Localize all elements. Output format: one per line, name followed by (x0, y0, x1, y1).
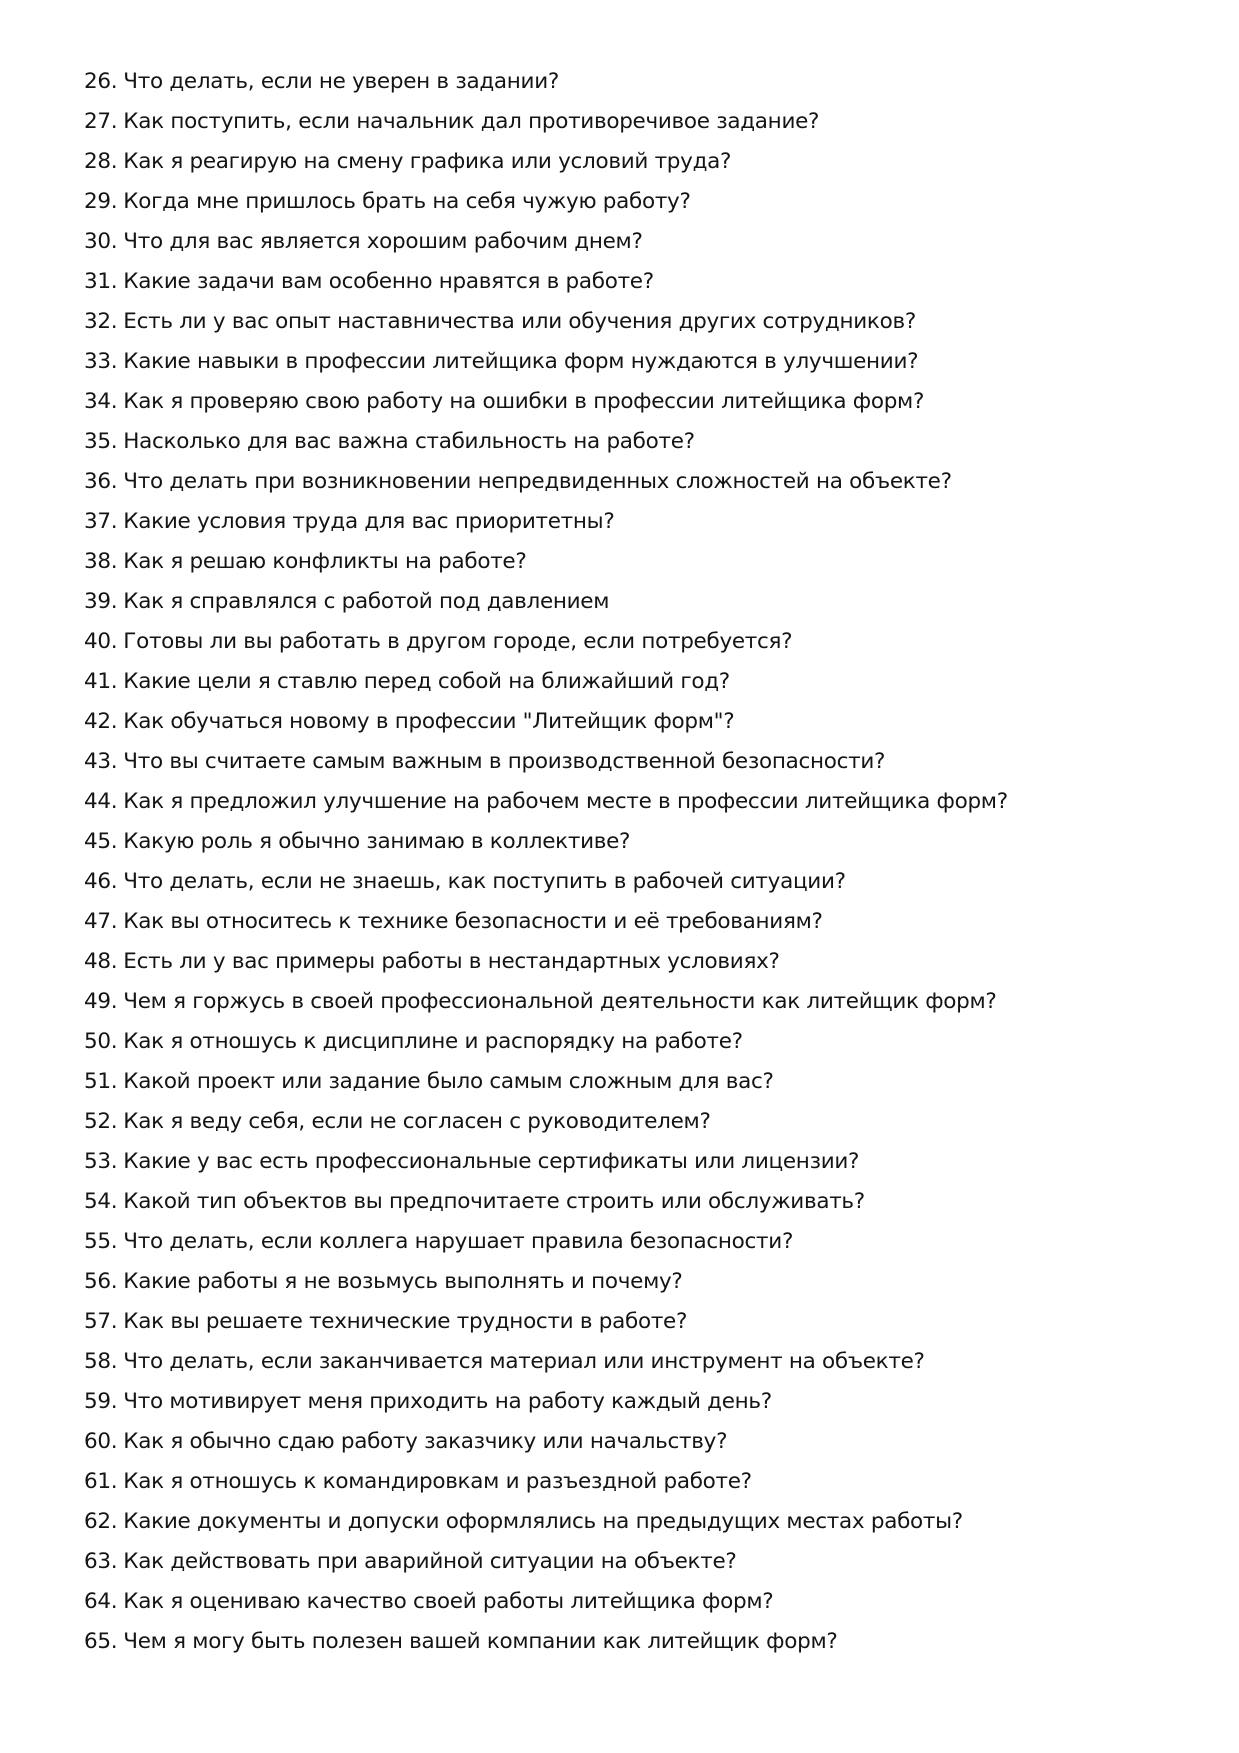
question-text: Как я веду себя, если не согласен с руководителем? (123, 1109, 711, 1134)
question-list (84, 62, 1184, 1662)
question-number: 62. (84, 1509, 118, 1534)
list-item (84, 942, 1184, 982)
question-text: Как я обычно сдаю работу заказчику или начальству? (123, 1429, 728, 1454)
list-item (84, 1382, 1184, 1422)
question-text: Что делать при возникновении непредвиденных сложностей на объекте? (123, 469, 952, 494)
question-text: Что делать, если коллега нарушает правила безопасности? (123, 1229, 794, 1254)
question-text: Как поступить, если начальник дал противоречивое задание? (123, 109, 820, 134)
question-text: Какую роль я обычно занимаю в коллективе? (123, 829, 631, 854)
list-item (84, 662, 1184, 702)
list-item (84, 422, 1184, 462)
question-number: 26. (84, 69, 118, 94)
question-text: Как вы решаете технические трудности в работе? (123, 1309, 688, 1334)
question-text: Есть ли у вас примеры работы в нестандартных условиях? (123, 949, 780, 974)
question-number: 45. (84, 829, 118, 854)
question-text: Что делать, если не уверен в задании? (123, 69, 559, 94)
question-number: 51. (84, 1069, 118, 1094)
question-text: Как я оцениваю качество своей работы литейщика форм? (123, 1589, 774, 1614)
list-item (84, 222, 1184, 262)
list-item (84, 102, 1184, 142)
question-text: Какие условия труда для вас приоритетны? (123, 509, 615, 534)
list-item (84, 542, 1184, 582)
question-number: 47. (84, 909, 118, 934)
question-number: 42. (84, 709, 118, 734)
question-number: 61. (84, 1469, 118, 1494)
question-text: Как вы относитесь к технике безопасности и её требованиям? (123, 909, 823, 934)
question-text: Есть ли у вас опыт наставничества или обучения других сотрудников? (123, 309, 916, 334)
question-text: Какие документы и допуски оформлялись на предыдущих местах работы? (123, 1509, 963, 1534)
question-number: 48. (84, 949, 118, 974)
list-item (84, 902, 1184, 942)
question-text: Какой тип объектов вы предпочитаете строить или обслуживать? (123, 1189, 865, 1214)
list-item (84, 782, 1184, 822)
list-item (84, 142, 1184, 182)
list-item (84, 62, 1184, 102)
list-item (84, 1342, 1184, 1382)
question-number: 57. (84, 1309, 118, 1334)
list-item (84, 1222, 1184, 1262)
question-text: Какие навыки в профессии литейщика форм нуждаются в улучшении? (123, 349, 919, 374)
list-item (84, 1622, 1184, 1662)
question-text: Как я отношусь к командировкам и разъездной работе? (123, 1469, 752, 1494)
list-item (84, 1422, 1184, 1462)
question-text: Как я предложил улучшение на рабочем месте в профессии литейщика форм? (123, 789, 1008, 814)
question-number: 40. (84, 629, 118, 654)
question-number: 58. (84, 1349, 118, 1374)
question-number: 43. (84, 749, 118, 774)
question-number: 29. (84, 189, 118, 214)
question-number: 44. (84, 789, 118, 814)
list-item (84, 862, 1184, 902)
question-number: 35. (84, 429, 118, 454)
list-item (84, 1022, 1184, 1062)
list-item (84, 1262, 1184, 1302)
question-text: Что делать, если заканчивается материал или инструмент на объекте? (123, 1349, 925, 1374)
list-item (84, 382, 1184, 422)
list-item (84, 1462, 1184, 1502)
question-number: 28. (84, 149, 118, 174)
question-text: Когда мне пришлось брать на себя чужую работу? (123, 189, 691, 214)
question-number: 54. (84, 1189, 118, 1214)
list-item (84, 1502, 1184, 1542)
question-text: Чем я могу быть полезен вашей компании как литейщик форм? (123, 1629, 838, 1654)
question-number: 27. (84, 109, 118, 134)
question-number: 52. (84, 1109, 118, 1134)
question-number: 49. (84, 989, 118, 1014)
question-text: Как я проверяю свою работу на ошибки в профессии литейщика форм? (123, 389, 925, 414)
question-number: 56. (84, 1269, 118, 1294)
question-text: Какие задачи вам особенно нравятся в работе? (123, 269, 654, 294)
question-number: 33. (84, 349, 118, 374)
question-number: 32. (84, 309, 118, 334)
question-number: 50. (84, 1029, 118, 1054)
question-text: Какой проект или задание было самым сложным для вас? (123, 1069, 774, 1094)
question-number: 53. (84, 1149, 118, 1174)
question-number: 38. (84, 549, 118, 574)
question-number: 59. (84, 1389, 118, 1414)
list-item (84, 1302, 1184, 1342)
question-text: Чем я горжусь в своей профессиональной деятельности как литейщик форм? (123, 989, 997, 1014)
question-text: Как обучаться новому в профессии "Литейщик форм"? (123, 709, 735, 734)
question-text: Как я справлялся с работой под давлением (123, 589, 610, 614)
question-number: 37. (84, 509, 118, 534)
list-item (84, 1062, 1184, 1102)
question-number: 64. (84, 1589, 118, 1614)
question-number: 41. (84, 669, 118, 694)
question-number: 31. (84, 269, 118, 294)
list-item (84, 822, 1184, 862)
question-number: 55. (84, 1229, 118, 1254)
question-text: Готовы ли вы работать в другом городе, если потребуется? (123, 629, 793, 654)
list-item (84, 622, 1184, 662)
list-item (84, 462, 1184, 502)
list-item (84, 1542, 1184, 1582)
question-number: 39. (84, 589, 118, 614)
question-text: Как действовать при аварийной ситуации на объекте? (123, 1549, 737, 1574)
question-text: Как я отношусь к дисциплине и распорядку на работе? (123, 1029, 743, 1054)
question-number: 34. (84, 389, 118, 414)
list-item (84, 342, 1184, 382)
list-item (84, 1102, 1184, 1142)
list-item (84, 742, 1184, 782)
question-text: Что для вас является хорошим рабочим днем? (123, 229, 643, 254)
list-item (84, 262, 1184, 302)
list-item (84, 582, 1184, 622)
question-text: Какие цели я ставлю перед собой на ближайший год? (123, 669, 730, 694)
question-text: Как я решаю конфликты на работе? (123, 549, 527, 574)
list-item (84, 182, 1184, 222)
question-text: Как я реагирую на смену графика или условий труда? (123, 149, 732, 174)
list-item (84, 982, 1184, 1022)
question-number: 60. (84, 1429, 118, 1454)
question-text: Что вы считаете самым важным в производственной безопасности? (123, 749, 886, 774)
question-number: 36. (84, 469, 118, 494)
list-item (84, 1142, 1184, 1182)
list-item (84, 302, 1184, 342)
list-item (84, 1582, 1184, 1622)
question-number: 63. (84, 1549, 118, 1574)
question-number: 65. (84, 1629, 118, 1654)
list-item (84, 502, 1184, 542)
question-number: 30. (84, 229, 118, 254)
question-text: Какие у вас есть профессиональные сертификаты или лицензии? (123, 1149, 860, 1174)
question-number: 46. (84, 869, 118, 894)
question-text: Какие работы я не возьмусь выполнять и почему? (123, 1269, 683, 1294)
question-text: Что мотивирует меня приходить на работу каждый день? (123, 1389, 772, 1414)
list-item (84, 1182, 1184, 1222)
question-text: Что делать, если не знаешь, как поступить в рабочей ситуации? (123, 869, 846, 894)
question-text: Насколько для вас важна стабильность на работе? (123, 429, 695, 454)
list-item (84, 702, 1184, 742)
